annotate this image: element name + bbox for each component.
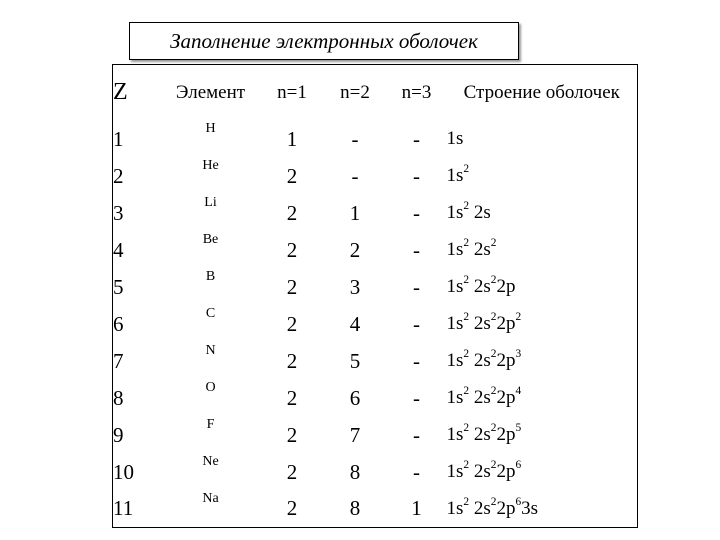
cell-element: Be	[202, 231, 219, 247]
cell-n3: -	[413, 274, 420, 299]
cell-n3: -	[413, 385, 420, 410]
cell-configuration	[447, 491, 638, 528]
orbital: 1s	[446, 313, 464, 334]
electron-count: 2	[490, 347, 497, 360]
cell-n3: -	[413, 422, 420, 447]
cell-n3: -	[413, 237, 420, 262]
electron-count: 2	[463, 384, 470, 397]
cell-configuration	[447, 380, 638, 417]
cell-configuration	[447, 306, 638, 343]
orbital: 2s	[469, 239, 491, 260]
header-element: Элемент	[175, 81, 246, 103]
cell-z: 5	[113, 274, 124, 299]
cell-n1: 2	[286, 163, 298, 188]
orbital: 1s	[446, 165, 464, 186]
table-row	[113, 454, 638, 491]
orbital: 2s	[469, 202, 491, 223]
table-row	[113, 491, 638, 528]
cell-n3: 1	[411, 496, 422, 521]
electron-shells-table	[112, 64, 638, 528]
electron-count: 2	[463, 310, 470, 323]
cell-n1: 2	[286, 200, 298, 225]
cell-n1: 2	[286, 385, 298, 410]
orbital: 2s	[469, 313, 491, 334]
table-row	[113, 417, 638, 454]
orbital: 2p	[496, 350, 516, 371]
cell-n3: -	[413, 163, 420, 188]
orbital: 1s	[446, 239, 464, 260]
cell-n3: -	[413, 311, 420, 336]
electron-count: 3	[515, 347, 522, 360]
cell-element: Li	[204, 194, 217, 210]
cell-n2: 8	[349, 496, 361, 521]
table-header-row	[113, 65, 638, 121]
orbital: 2s	[469, 424, 491, 445]
cell-n2: 3	[349, 274, 361, 299]
cell-configuration	[447, 343, 638, 380]
electron-count: 2	[463, 199, 470, 212]
cell-n1: 2	[286, 237, 298, 262]
electron-count: 5	[515, 421, 522, 434]
header-n3: n=3	[401, 81, 432, 103]
orbital: 1s	[446, 276, 464, 297]
cell-configuration	[447, 232, 638, 269]
cell-n3: -	[413, 459, 420, 484]
cell-configuration	[447, 454, 638, 491]
electron-count: 2	[463, 236, 470, 249]
cell-element: F	[206, 416, 215, 432]
electron-count: 2	[490, 495, 497, 508]
cell-z: 4	[113, 237, 124, 262]
electron-count: 2	[490, 236, 497, 249]
table-row	[113, 232, 638, 269]
cell-n1: 2	[286, 459, 298, 484]
cell-z: 8	[113, 385, 124, 410]
table-row	[113, 121, 638, 158]
electron-count: 2	[463, 347, 470, 360]
electron-count: 2	[490, 310, 497, 323]
orbital: 1s	[446, 424, 464, 445]
cell-n3: -	[413, 200, 420, 225]
cell-n2: 5	[349, 348, 361, 373]
cell-element: H	[205, 120, 216, 136]
cell-n1: 1	[286, 126, 298, 151]
electron-count: 2	[490, 384, 497, 397]
cell-n2: 4	[349, 311, 361, 336]
electron-count: 6	[515, 458, 522, 471]
cell-configuration	[447, 121, 638, 158]
orbital: 1s	[446, 128, 464, 149]
cell-element: He	[202, 157, 219, 173]
cell-z: 7	[113, 348, 124, 373]
header-z: Z	[113, 79, 128, 106]
orbital: 2s	[469, 497, 491, 519]
cell-n2: -	[351, 163, 359, 188]
table-row	[113, 306, 638, 343]
electron-count: 2	[463, 495, 470, 508]
cell-z: 1	[113, 126, 124, 151]
cell-n2: 1	[349, 200, 361, 225]
cell-z: 3	[113, 200, 124, 225]
electron-count: 2	[490, 458, 497, 471]
orbital: 2s	[469, 461, 491, 482]
cell-element: C	[205, 305, 216, 321]
cell-z: 9	[113, 422, 124, 447]
cell-n1: 2	[286, 348, 298, 373]
table-row	[113, 343, 638, 380]
orbital: 1s	[446, 387, 464, 408]
cell-n1: 2	[286, 274, 298, 299]
header-n1: n=1	[277, 81, 307, 103]
orbital: 2p	[496, 313, 516, 334]
cell-z: 11	[113, 496, 134, 521]
cell-n2: 8	[349, 459, 361, 484]
orbital: 2p	[496, 424, 516, 445]
orbital: 2p	[496, 387, 516, 408]
header-structure: Строение оболочек	[463, 81, 620, 103]
cell-n1: 2	[286, 496, 298, 521]
cell-element: B	[205, 268, 216, 284]
electron-count: 2	[463, 458, 470, 471]
electron-count: 2	[490, 273, 497, 286]
cell-configuration	[447, 195, 638, 232]
orbital: 2s	[469, 387, 491, 408]
cell-n1: 2	[286, 311, 298, 336]
electron-count: 2	[463, 421, 470, 434]
electron-count: 6	[515, 495, 522, 508]
cell-configuration	[447, 417, 638, 454]
cell-n2: 7	[349, 422, 361, 447]
cell-n1: 2	[286, 422, 298, 447]
orbital: 2p	[496, 497, 516, 519]
cell-n2: 6	[349, 385, 361, 410]
cell-element: O	[205, 379, 216, 395]
orbital: 1s	[446, 461, 464, 482]
cell-element: N	[205, 342, 216, 358]
cell-configuration	[447, 269, 638, 306]
table-row	[113, 195, 638, 232]
orbital: 1s	[446, 497, 464, 519]
cell-n3: -	[413, 126, 420, 151]
cell-z: 6	[113, 311, 124, 336]
electron-count: 2	[463, 162, 470, 175]
orbital: 1s	[446, 350, 464, 371]
electron-count: 4	[515, 384, 522, 397]
orbital: 3s	[521, 497, 539, 519]
electron-count: 2	[463, 273, 470, 286]
cell-element: Ne	[202, 453, 219, 469]
orbital: 2p	[496, 461, 516, 482]
electron-count: 2	[490, 421, 497, 434]
table-row	[113, 380, 638, 417]
orbital: 1s	[446, 202, 464, 223]
table-row	[113, 158, 638, 195]
cell-z: 10	[113, 459, 134, 484]
orbital: 2s	[469, 350, 491, 371]
electron-count: 2	[515, 310, 522, 323]
orbital: 2s	[469, 276, 491, 297]
cell-element: Na	[202, 490, 219, 506]
cell-n2: 2	[349, 237, 361, 262]
orbital: 2p	[496, 276, 516, 297]
header-n2: n=2	[340, 81, 370, 103]
table-row	[113, 269, 638, 306]
cell-n3: -	[413, 348, 420, 373]
cell-n2: -	[351, 126, 359, 151]
cell-configuration	[447, 158, 638, 195]
slide-title: Заполнение электронных оболочек	[129, 22, 519, 60]
cell-z: 2	[113, 163, 124, 188]
